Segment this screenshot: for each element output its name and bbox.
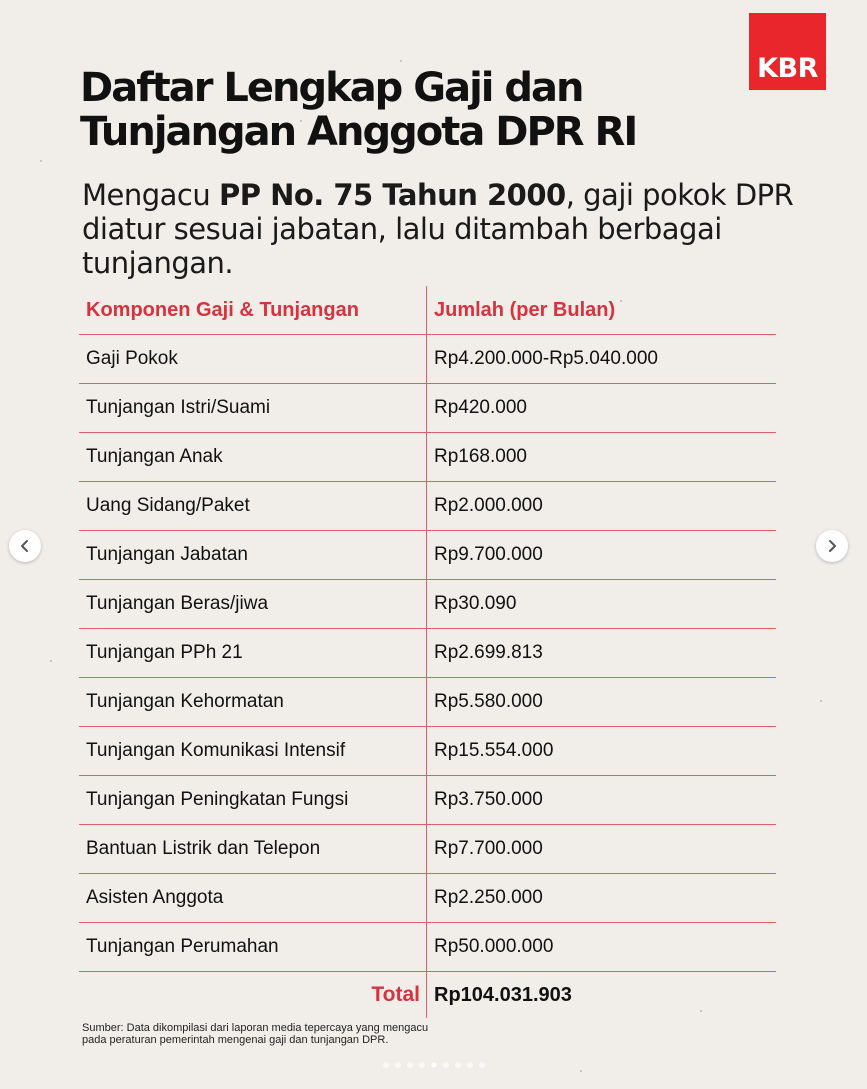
source-line-2: pada peraturan pemerintah mengenai gaji dan tunjangan DPR. [82, 1034, 389, 1046]
table-row [79, 776, 776, 825]
amount-cell: Rp5.580.000 [434, 691, 543, 712]
carousel-dot[interactable] [407, 1062, 413, 1068]
amount-cell: Rp2.000.000 [434, 495, 543, 516]
carousel-dot[interactable] [467, 1062, 473, 1068]
source-line-1: Sumber: Data dikompilasi dari laporan media tepercaya yang mengacu [82, 1022, 429, 1034]
table-row [79, 629, 776, 678]
amount-cell: Rp30.090 [434, 593, 517, 614]
table-row [79, 433, 776, 482]
carousel-dot[interactable] [383, 1062, 389, 1068]
component-cell: Bantuan Listrik dan Telepon [79, 825, 427, 873]
table-row [79, 874, 776, 923]
amount-cell: Rp2.699.813 [434, 642, 543, 663]
table-row [79, 678, 776, 727]
total-value: Rp104.031.903 [434, 983, 572, 1006]
table-row [79, 727, 776, 776]
amount-cell: Rp168.000 [434, 446, 527, 467]
component-cell: Tunjangan Komunikasi Intensif [79, 727, 427, 775]
carousel-dot[interactable] [443, 1062, 449, 1068]
table-header-row [79, 286, 776, 335]
header-component: Komponen Gaji & Tunjangan [79, 286, 427, 334]
component-cell: Tunjangan Peningkatan Fungsi [79, 776, 427, 824]
subtitle-prefix: Mengacu [82, 178, 219, 212]
amount-cell: Rp2.250.000 [434, 887, 543, 908]
amount-cell: Rp15.554.000 [434, 740, 554, 761]
table-row [79, 335, 776, 384]
chevron-right-icon [825, 539, 839, 553]
total-label: Total [79, 972, 427, 1018]
component-cell: Tunjangan PPh 21 [79, 629, 427, 677]
title-line-1: Daftar Lengkap Gaji dan [80, 65, 583, 111]
component-cell: Tunjangan Anak [79, 433, 427, 481]
amount-cell: Rp7.700.000 [434, 838, 543, 859]
amount-cell: Rp4.200.000-Rp5.040.000 [434, 348, 658, 369]
carousel-prev-button[interactable] [9, 530, 41, 562]
carousel-dot[interactable] [395, 1062, 401, 1068]
carousel-next-button[interactable] [816, 530, 848, 562]
carousel-dot[interactable] [431, 1062, 437, 1068]
subtitle-suffix: , gaji pokok DPR diatur sesuai jabatan, lalu ditambah berbagai tunjangan. [82, 178, 794, 280]
component-cell: Asisten Anggota [79, 874, 427, 922]
component-cell: Uang Sidang/Paket [79, 482, 427, 530]
component-cell: Tunjangan Beras/jiwa [79, 580, 427, 628]
carousel-dots [0, 1062, 867, 1068]
kbr-logo: KBR [749, 13, 826, 90]
table-row [79, 482, 776, 531]
amount-cell: Rp9.700.000 [434, 544, 543, 565]
header-amount: Jumlah (per Bulan) [434, 298, 616, 321]
carousel-dot[interactable] [419, 1062, 425, 1068]
amount-cell: Rp3.750.000 [434, 789, 543, 810]
table-row [79, 923, 776, 972]
page-title [80, 66, 720, 154]
subtitle-regulation: PP No. 75 Tahun 2000 [218, 178, 566, 212]
chevron-left-icon [18, 539, 32, 553]
table-row [79, 825, 776, 874]
component-cell: Tunjangan Istri/Suami [79, 384, 427, 432]
component-cell: Tunjangan Perumahan [79, 923, 427, 971]
carousel-dot[interactable] [479, 1062, 485, 1068]
table-total-row [79, 972, 776, 1018]
component-cell: Gaji Pokok [79, 335, 427, 383]
component-cell: Tunjangan Jabatan [79, 531, 427, 579]
amount-cell: Rp420.000 [434, 397, 527, 418]
title-line-2: Tunjangan Anggota DPR RI [80, 109, 637, 155]
table-row [79, 384, 776, 433]
amount-cell: Rp50.000.000 [434, 936, 554, 957]
table-row [79, 580, 776, 629]
source-note [82, 1022, 512, 1046]
component-cell: Tunjangan Kehormatan [79, 678, 427, 726]
subtitle [82, 178, 802, 280]
salary-table [79, 286, 776, 1018]
table-row [79, 531, 776, 580]
carousel-dot[interactable] [455, 1062, 461, 1068]
